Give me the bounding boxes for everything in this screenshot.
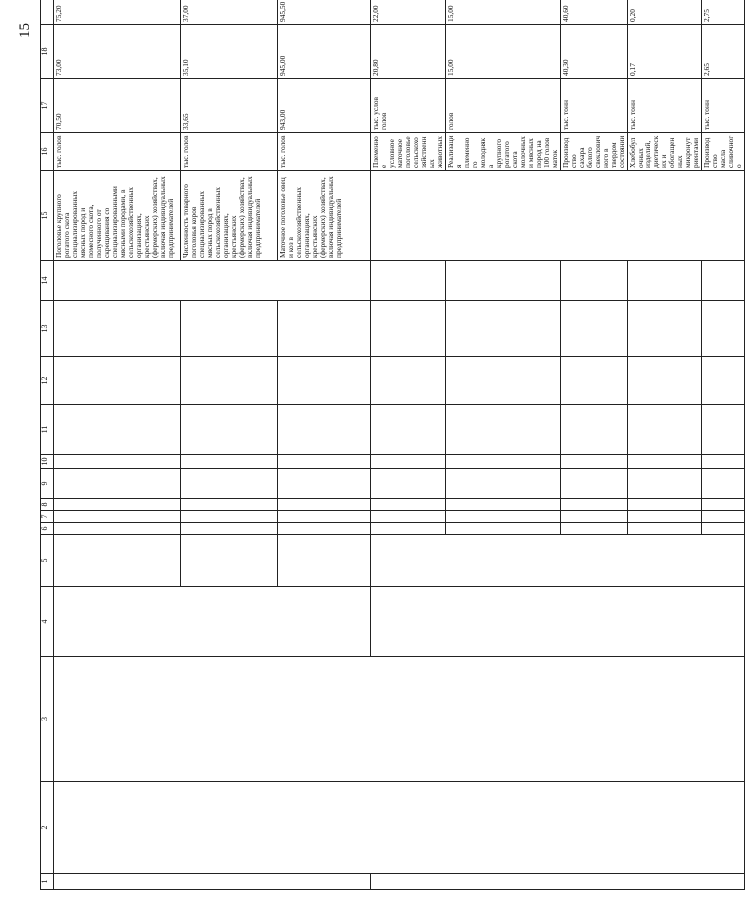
col-header: 1 [41, 874, 54, 890]
col-header: 13 [41, 301, 54, 357]
unit-cell: тыс. голов [278, 133, 371, 171]
value-cell: 75,20 [54, 0, 181, 25]
value-cell: 35,10 [181, 25, 278, 79]
indicator-cell: Хлебобулочных изделий, диетических и обогащенных микронутриентами [627, 133, 702, 171]
unit-cell: тыс. голов [181, 133, 278, 171]
value-cell: 945,00 [278, 25, 371, 79]
value-cell: 20,80 [371, 25, 446, 79]
col-header: 4 [41, 587, 54, 657]
unit-cell: тыс. голов [54, 133, 181, 171]
col-header: 11 [41, 405, 54, 455]
col-header: 10 [41, 455, 54, 469]
unit-cell: тыс. тонн [702, 79, 745, 133]
value-cell: 2,75 [702, 0, 745, 25]
col-header: 7 [41, 511, 54, 523]
unit-cell: тыс. услов голов [371, 79, 446, 133]
indicator-cell: Реализация племенного молодняка крупного рогатого скота молочных и мясных пород на 100 голов маток [445, 133, 560, 171]
col-header: 18 [41, 25, 54, 79]
indicator-cell: Маточное поголовье овец и коз в сельскохозяйственных организациях, крестьянских (фермерских) хозяйствах, включая индивидуальных предпринимателей [278, 171, 371, 261]
value-cell: 33,65 [181, 79, 278, 133]
indicators-table [40, 0, 745, 890]
col-header: 3 [41, 657, 54, 782]
col-header: 14 [41, 261, 54, 301]
col-header: 17 [41, 79, 54, 133]
col-header: 16 [41, 133, 54, 171]
col-header: 8 [41, 499, 54, 511]
indicator-cell: Поголовье крупного рогатого скота специализированных мясных пород и помесного скота, полученного от скрещивания со специализированными мясными породами, в сельскохозяйственных организациях, крестьянских (фермерских) хозяйствах, включая индивидуальных предпринимателей [54, 171, 181, 261]
value-cell: 37,00 [181, 0, 278, 25]
indicator-cell: Производство масла сливочного [702, 133, 745, 171]
page-number: 15 [17, 23, 33, 38]
col-header: 15 [41, 171, 54, 261]
rotated-table-container [40, 1, 744, 890]
value-cell: 15,00 [445, 0, 560, 25]
value-cell: 40,60 [560, 0, 627, 25]
col-header: 12 [41, 357, 54, 405]
value-cell: 22,00 [371, 0, 446, 25]
value-cell: 2,65 [702, 25, 745, 79]
indicator-cell: Численность товарного поголовья коров специализированных мясных пород в сельскохозяйственных организациях, крестьянских (фермерских) хозяйствах, включая индивидуальных предпринимателей [181, 171, 278, 261]
col-header [41, 0, 54, 25]
indicator-cell: Племенное условное маточное поголовье сельскохозяйственных животных [371, 133, 446, 171]
indicator-cell: Производство сахара белого свекловичного в твердом состоянии [560, 133, 627, 171]
value-cell: 15,00 [445, 25, 560, 79]
col-header: 9 [41, 469, 54, 499]
value-cell: 70,50 [54, 79, 181, 133]
value-cell: 0,17 [627, 25, 702, 79]
table-row [54, 0, 181, 890]
value-cell: 40,30 [560, 25, 627, 79]
col-header: 5 [41, 535, 54, 587]
unit-cell: голов [445, 79, 560, 133]
value-cell: 0,20 [627, 0, 702, 25]
unit-cell: тыс. тонн [627, 79, 702, 133]
column-number-row [41, 0, 54, 890]
value-cell: 943,00 [278, 79, 371, 133]
col-header: 2 [41, 782, 54, 874]
value-cell: 73,00 [54, 25, 181, 79]
value-cell: 945,50 [278, 0, 371, 25]
col-header: 6 [41, 523, 54, 535]
unit-cell: тыс. тонн [560, 79, 627, 133]
